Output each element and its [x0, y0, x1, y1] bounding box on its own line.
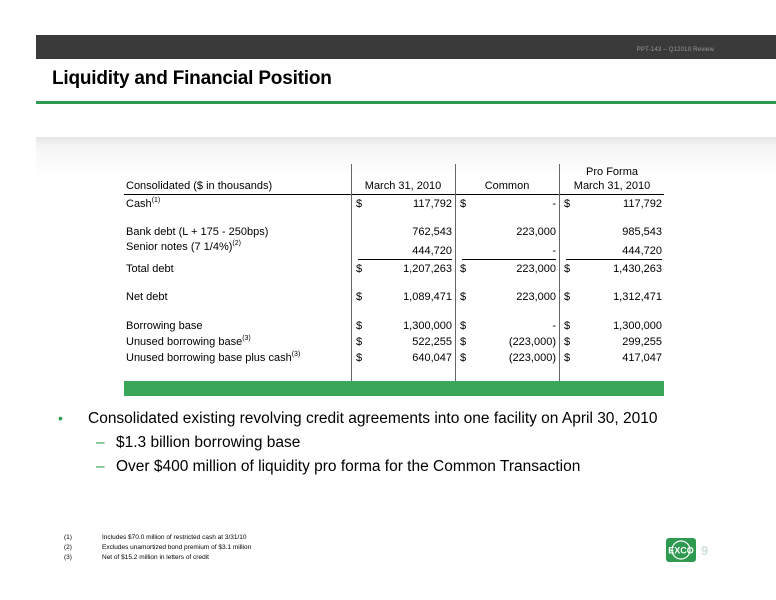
- value-proforma: 1,312,471: [613, 291, 662, 303]
- col-header-proforma-1: Pro Forma: [586, 166, 638, 178]
- dollar-sign: $: [460, 263, 467, 275]
- footnote-text: Net of $15.2 million in letters of credit: [102, 554, 209, 561]
- footnote-text: Excludes unamortized bond premium of $3.1 million: [102, 544, 252, 551]
- page-title: Liquidity and Financial Position: [52, 68, 332, 89]
- value-common: 223,000: [516, 263, 556, 275]
- dollar-sign: $: [460, 198, 467, 210]
- dash-marker: –: [96, 458, 105, 475]
- footnote-text: Includes $70.0 million of restricted cash at 3/31/10: [102, 534, 247, 541]
- dollar-sign: $: [564, 291, 571, 303]
- col-header-march: March 31, 2010: [364, 180, 442, 192]
- footnote-ref: (3): [242, 335, 251, 342]
- row-label: Net debt: [126, 291, 168, 303]
- dollar-sign: $: [564, 263, 571, 275]
- value-common: -: [552, 245, 556, 257]
- col-divider-1: [351, 164, 352, 382]
- value-march: 762,543: [412, 226, 452, 238]
- value-proforma: 985,543: [622, 226, 662, 238]
- dollar-sign: $: [356, 336, 363, 348]
- value-proforma: 299,255: [622, 336, 662, 348]
- value-proforma: 1,300,000: [613, 320, 662, 332]
- value-common: (223,000): [508, 336, 556, 348]
- page-number: 9: [701, 543, 709, 558]
- sub-bullet-text: $1.3 billion borrowing base: [116, 434, 301, 451]
- dollar-sign: $: [356, 320, 363, 332]
- value-proforma: 444,720: [622, 245, 662, 257]
- value-common: (223,000): [508, 352, 556, 364]
- dollar-sign: $: [356, 291, 363, 303]
- col-divider-3: [559, 164, 560, 382]
- dollar-sign: $: [460, 352, 467, 364]
- row-label: Total debt: [126, 263, 174, 275]
- exco-logo: [666, 538, 696, 562]
- value-march: 1,207,263: [403, 263, 452, 275]
- value-march: 1,089,471: [403, 291, 452, 303]
- value-proforma: 417,047: [622, 352, 662, 364]
- value-common: -: [552, 198, 556, 210]
- dollar-sign: $: [564, 198, 571, 210]
- value-common: -: [552, 320, 556, 332]
- dollar-sign: $: [564, 320, 571, 332]
- bullet-text: Consolidated existing revolving credit agreements into one facility on April 30, 2010: [88, 410, 658, 427]
- dollar-sign: $: [356, 263, 363, 275]
- dollar-sign: $: [356, 198, 363, 210]
- value-march: 522,255: [412, 336, 452, 348]
- subtotal-rule: [462, 259, 556, 260]
- footnote-ref: (3): [291, 351, 301, 358]
- value-proforma: 1,430,263: [613, 263, 662, 275]
- value-common: 223,000: [516, 291, 556, 303]
- footnote-ref: (2): [232, 240, 241, 247]
- value-march: 640,047: [412, 352, 452, 364]
- value-march: 444,720: [412, 245, 452, 257]
- banner-caption: PPT-143 – Q12010 Review: [636, 47, 714, 53]
- sub-bullet-text: Over $400 million of liquidity pro forma for the Common Transaction: [116, 458, 581, 475]
- subtotal-rule: [566, 259, 662, 260]
- table-footer-bar: [124, 381, 664, 396]
- dollar-sign: $: [356, 352, 363, 364]
- col-divider-2: [455, 164, 456, 382]
- value-march: 117,792: [413, 198, 452, 210]
- dollar-sign: $: [460, 291, 467, 303]
- footnote-number: (1): [64, 534, 72, 541]
- subtotal-rule: [358, 259, 452, 260]
- header-rule: [124, 194, 664, 195]
- col-header-proforma-2: March 31, 2010: [573, 180, 651, 192]
- footnote-number: (3): [64, 554, 72, 561]
- col-header-label: Consolidated ($ in thousands): [126, 180, 273, 192]
- row-label: Senior notes (7 1/4%): [126, 241, 233, 253]
- logo-text: EXCO: [668, 545, 694, 556]
- value-proforma: 117,792: [623, 198, 662, 210]
- dollar-sign: $: [460, 320, 467, 332]
- value-march: 1,300,000: [403, 320, 452, 332]
- col-header-common: Common: [484, 180, 530, 192]
- dash-marker: –: [96, 434, 105, 451]
- row-label: Unused borrowing base plus cash: [126, 352, 292, 364]
- value-common: 223,000: [516, 226, 556, 238]
- dollar-sign: $: [564, 352, 571, 364]
- dollar-sign: $: [460, 336, 467, 348]
- footnote-ref: (1): [151, 197, 161, 204]
- row-label: Bank debt (L + 175 - 250bps): [126, 226, 269, 238]
- row-label: Borrowing base: [126, 320, 203, 332]
- footnote-number: (2): [64, 544, 72, 551]
- bullet-marker: •: [58, 410, 63, 426]
- dollar-sign: $: [564, 336, 571, 348]
- row-label: Unused borrowing base: [126, 336, 243, 348]
- row-label: Cash: [126, 198, 152, 210]
